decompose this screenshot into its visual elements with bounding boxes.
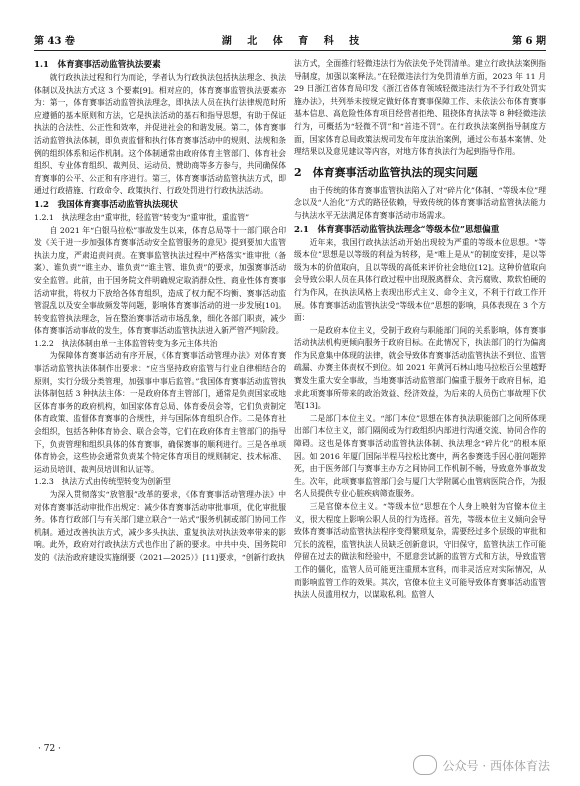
section-heading: 1.2.1 执法理念由“重审批，轻监管”转变为“重审批，重监管” bbox=[34, 212, 250, 222]
watermark-text: 公众号 · 西体体育法 bbox=[442, 758, 550, 773]
paragraph: 为深入贯彻落实“放管服”改革的要求，《体育赛事活动管理办法》中对体育赛事活动审批作出规定：减少体育赛事活动审批事项，优化审批服务。体育行政部门与有关部门建立联合“一站式”服务机制或部门协同工作机制。通过改善执法方式，减少多头执法、重复执法对执法效率带来的影响。此外，政府对行政执法方式也作出了新的要求。中共中央、国务院印发的《法治政府建设实施纲要（2021—2025）》[11]要求，“创新行政执 bbox=[34, 490, 286, 562]
paragraph: 近年来，我国行政执法活动开始出现较为严重的等级本位思想。“等级本位”思想是以等级的利益为转移，是“唯上是从”的制度安排，是以等级为本的价值取向，且以等级的高低来评价社会地位[12]。这种价值取向会导致公职人员在具体行政过程中出现脱离群众、贪污腐败、欺软怕硬的行为作风，在执法风格上表现出形式主义、命令主义，不利于行政工作开展。体育赛事活动监管执法受“等级本位”思想的影响，具体表现在 3 个方面： bbox=[294, 237, 546, 323]
paragraph: 一是政府本位主义，受制于政府与职能部门间的关系影响，体育赛事活动执法机构更倾向服务于政府目标。在此情况下，执法部门的行为偏离作为民意集中体现的法律，就会导致体育赛事活动监管执法不到位、监管疏漏、办赛主体责权不到位。如 2021 年黄河石林山地马拉松百公里越野赛发生重大安全事故，当地赛事活动监管部门偏重于服务于政府目标，追求此项赛事所带来的政治效益、经济效益，为后来的人员伤亡事故埋下伏笔[13]。 bbox=[294, 325, 546, 411]
section-heading: 2 体育赛事活动监管执法的现实问题 bbox=[294, 165, 478, 179]
paragraph: 为保障体育赛事活动有序开展，《体育赛事活动管理办法》对体育赛事活动监管执法体制作出要求：“应当坚持政府监管与行业自律相结合的原则，实行分级分类管理，加强事中事后监管。”我国体育赛事活动监管执法体制包括 3 种执法主体：一是政府体育主管部门，通常是负责国家或地区体育事务的政府机构，如国家体育总局、体育委员会等，它们负责制定体育政策、监督体育赛事的合规性，并与国际体育组织合作。二是体育社会组织，包括各种体育协会、联合会等，它们在政府体育主管部门的指导下，负责管理和组织具体的体育赛事，确保赛事的顺利进行。三是各单项体育协会，这些协会通常负责某个特定体育项目的规则制定、技术标准、运动员培训、裁判员培训和认证等。 bbox=[34, 351, 286, 474]
paragraph: 法方式，全面推行轻微违法行为依法免予处罚清单。建立行政执法案例指导制度，加强以案释法。”在轻微违法行为免罚清单方面，2023 年 11 月 29 日浙江省体育局印发《浙江省体育领域轻微违法行为不予行政处罚实施办法》，共列举未按规定做好体育赛事保障工作、未依法公布体育赛事基本信息、高危险性体育项目经营者拒绝、阻挠体育执法等 8 种轻微违法行为，可概括为“轻微不罚”和“首违不罚”。在行政执法案例指导制度方面，国家体育总局政策法规司发布年度法治案例，通过公布基本案情、处理结果以及意见建议等内容，对地方体育执法行为起到指导作用。 bbox=[294, 59, 546, 157]
wechat-icon bbox=[413, 755, 437, 775]
paragraph: 就行政执法过程和行为而论，学者认为行政执法包括执法理念、执法体制以及执法方式这 3 个要素[9]。相对应的，体育赛事监管执法要素亦为：第一，体育赛事活动监管执法理念，即执法人员在执行法律规范时所应遵循的基本原则和方法，它是执法活动的基石和指导思想，有助于保证执法的合法性、公正性和效率，并促进社会的和谐发展。第二，体育赛事活动监管执法体制，即负责监督和执行体育赛事活动中的规则、法规和条例的组织体系和运作机制。这个体制通常由政府体育主管部门、体育社会组织、专业体育组织、裁判员、运动员、赞助商等多方参与，共同确保体育赛事的公平、公正和有序进行。第三，体育赛事活动监管执法方式，即通过行政措施、行政命令、政策执行、行政处罚进行行政执法活动。 bbox=[34, 73, 286, 196]
header-rule bbox=[34, 50, 546, 51]
paragraph: 由于传统的体育赛事监管执法陷入了对“碎片化”体制、“等级本位”理念以及“人治化”方式的路径依赖，导致传统的体育赛事活动监管执法能力与执法水平无法满足体育赛事活动市场需求。 bbox=[294, 185, 546, 220]
running-header bbox=[34, 30, 546, 48]
left-column bbox=[34, 58, 286, 565]
watermark bbox=[413, 755, 550, 775]
section-heading: 1.2 我国体育赛事活动监管执法现状 bbox=[34, 199, 178, 210]
section-heading: 1.2.3 执法方式由传统型转变为创新型 bbox=[34, 477, 171, 487]
journal-title: 湖 北 体 育 科 技 bbox=[221, 35, 366, 47]
page-number: · 72 · bbox=[38, 744, 61, 754]
section-heading: 2.1 体育赛事活动监管执法理念“等级本位”思想偏重 bbox=[294, 224, 500, 235]
issue-label: 第 6 期 bbox=[512, 35, 546, 47]
paragraph: 二是部门本位主义。“部门本位”思想在体育执法职能部门之间所体现出部门本位主义，部门隔阂或为行政组织内部进行沟通交流、协同合作的障碍。这也是体育赛事活动监管执法体制、执法理念“碎片化”的根本原因。如 2016 年厦门国际半程马拉松比赛中，两名参赛选手因心脏问题猝死，由于医务部门与赛事主办方之间协同工作机制不畅，导致意外事故发生。次年，此项赛事监管部门会与厦门大学附属心血管病医院合作，为报名人员提供专业心脏疾病筛查服务。 bbox=[294, 413, 546, 499]
section-heading: 1.1 体育赛事活动监管执法要素 bbox=[34, 60, 161, 70]
volume-label: 第 43 卷 bbox=[34, 35, 75, 47]
paragraph: 自 2021 年“白银马拉松”事故发生以来，体育总局等十一部门联合印发《关于进一步加强体育赛事活动安全监管服务的意见》提到要加大监管执法力度，严肃追责问责。在赛事监管执法过程中严格落实“谁审批（备案）、谁负责”“谁主办、谁负责”“谁主管、谁负责”的要求，加强赛事活动安全监管。此前，由于国务院文件明确规定取消群众性、商业性体育赛事活动审批，将权力下放给各体育组织，造成了权力配不均衡、赛事活动监管混乱以及安全事故频发等问题，影响体育赛事活动的进一步发展[10]。转变监管执法理念，旨在整治赛事活动市场乱象，细化各部门职责，减少体育赛事活动事故的发生，体育赛事活动监管执法进入新严管严判阶段。 bbox=[34, 225, 286, 336]
right-column bbox=[294, 58, 546, 602]
paragraph: 三是官僚本位主义。“等级本位”思想在个人身上映射为官僚本位主义，很大程度上影响公职人员的行为选择。首先，等级本位主义倾向会导致体育赛事活动监管执法程序变得繁琐复杂，需要经过多个层级的审批和冗长的流程，监管执法人员缺乏创新意识，守旧保守，监管执法工作可能停留在过去的做法和经验中，不愿意尝试新的监管方式和方法，导致监管工作的僵化，监管人员可能更注重照本宣科，而非灵活应对实际情况，从而影响监管工作的效果。其次，官僚本位主义可能导致体育赛事活动监管执法人员滥用权力，以谋取私利。监管人 bbox=[294, 502, 546, 600]
section-heading: 1.2.2 执法体制由单一主体监管转变为多元主体共治 bbox=[34, 338, 218, 348]
